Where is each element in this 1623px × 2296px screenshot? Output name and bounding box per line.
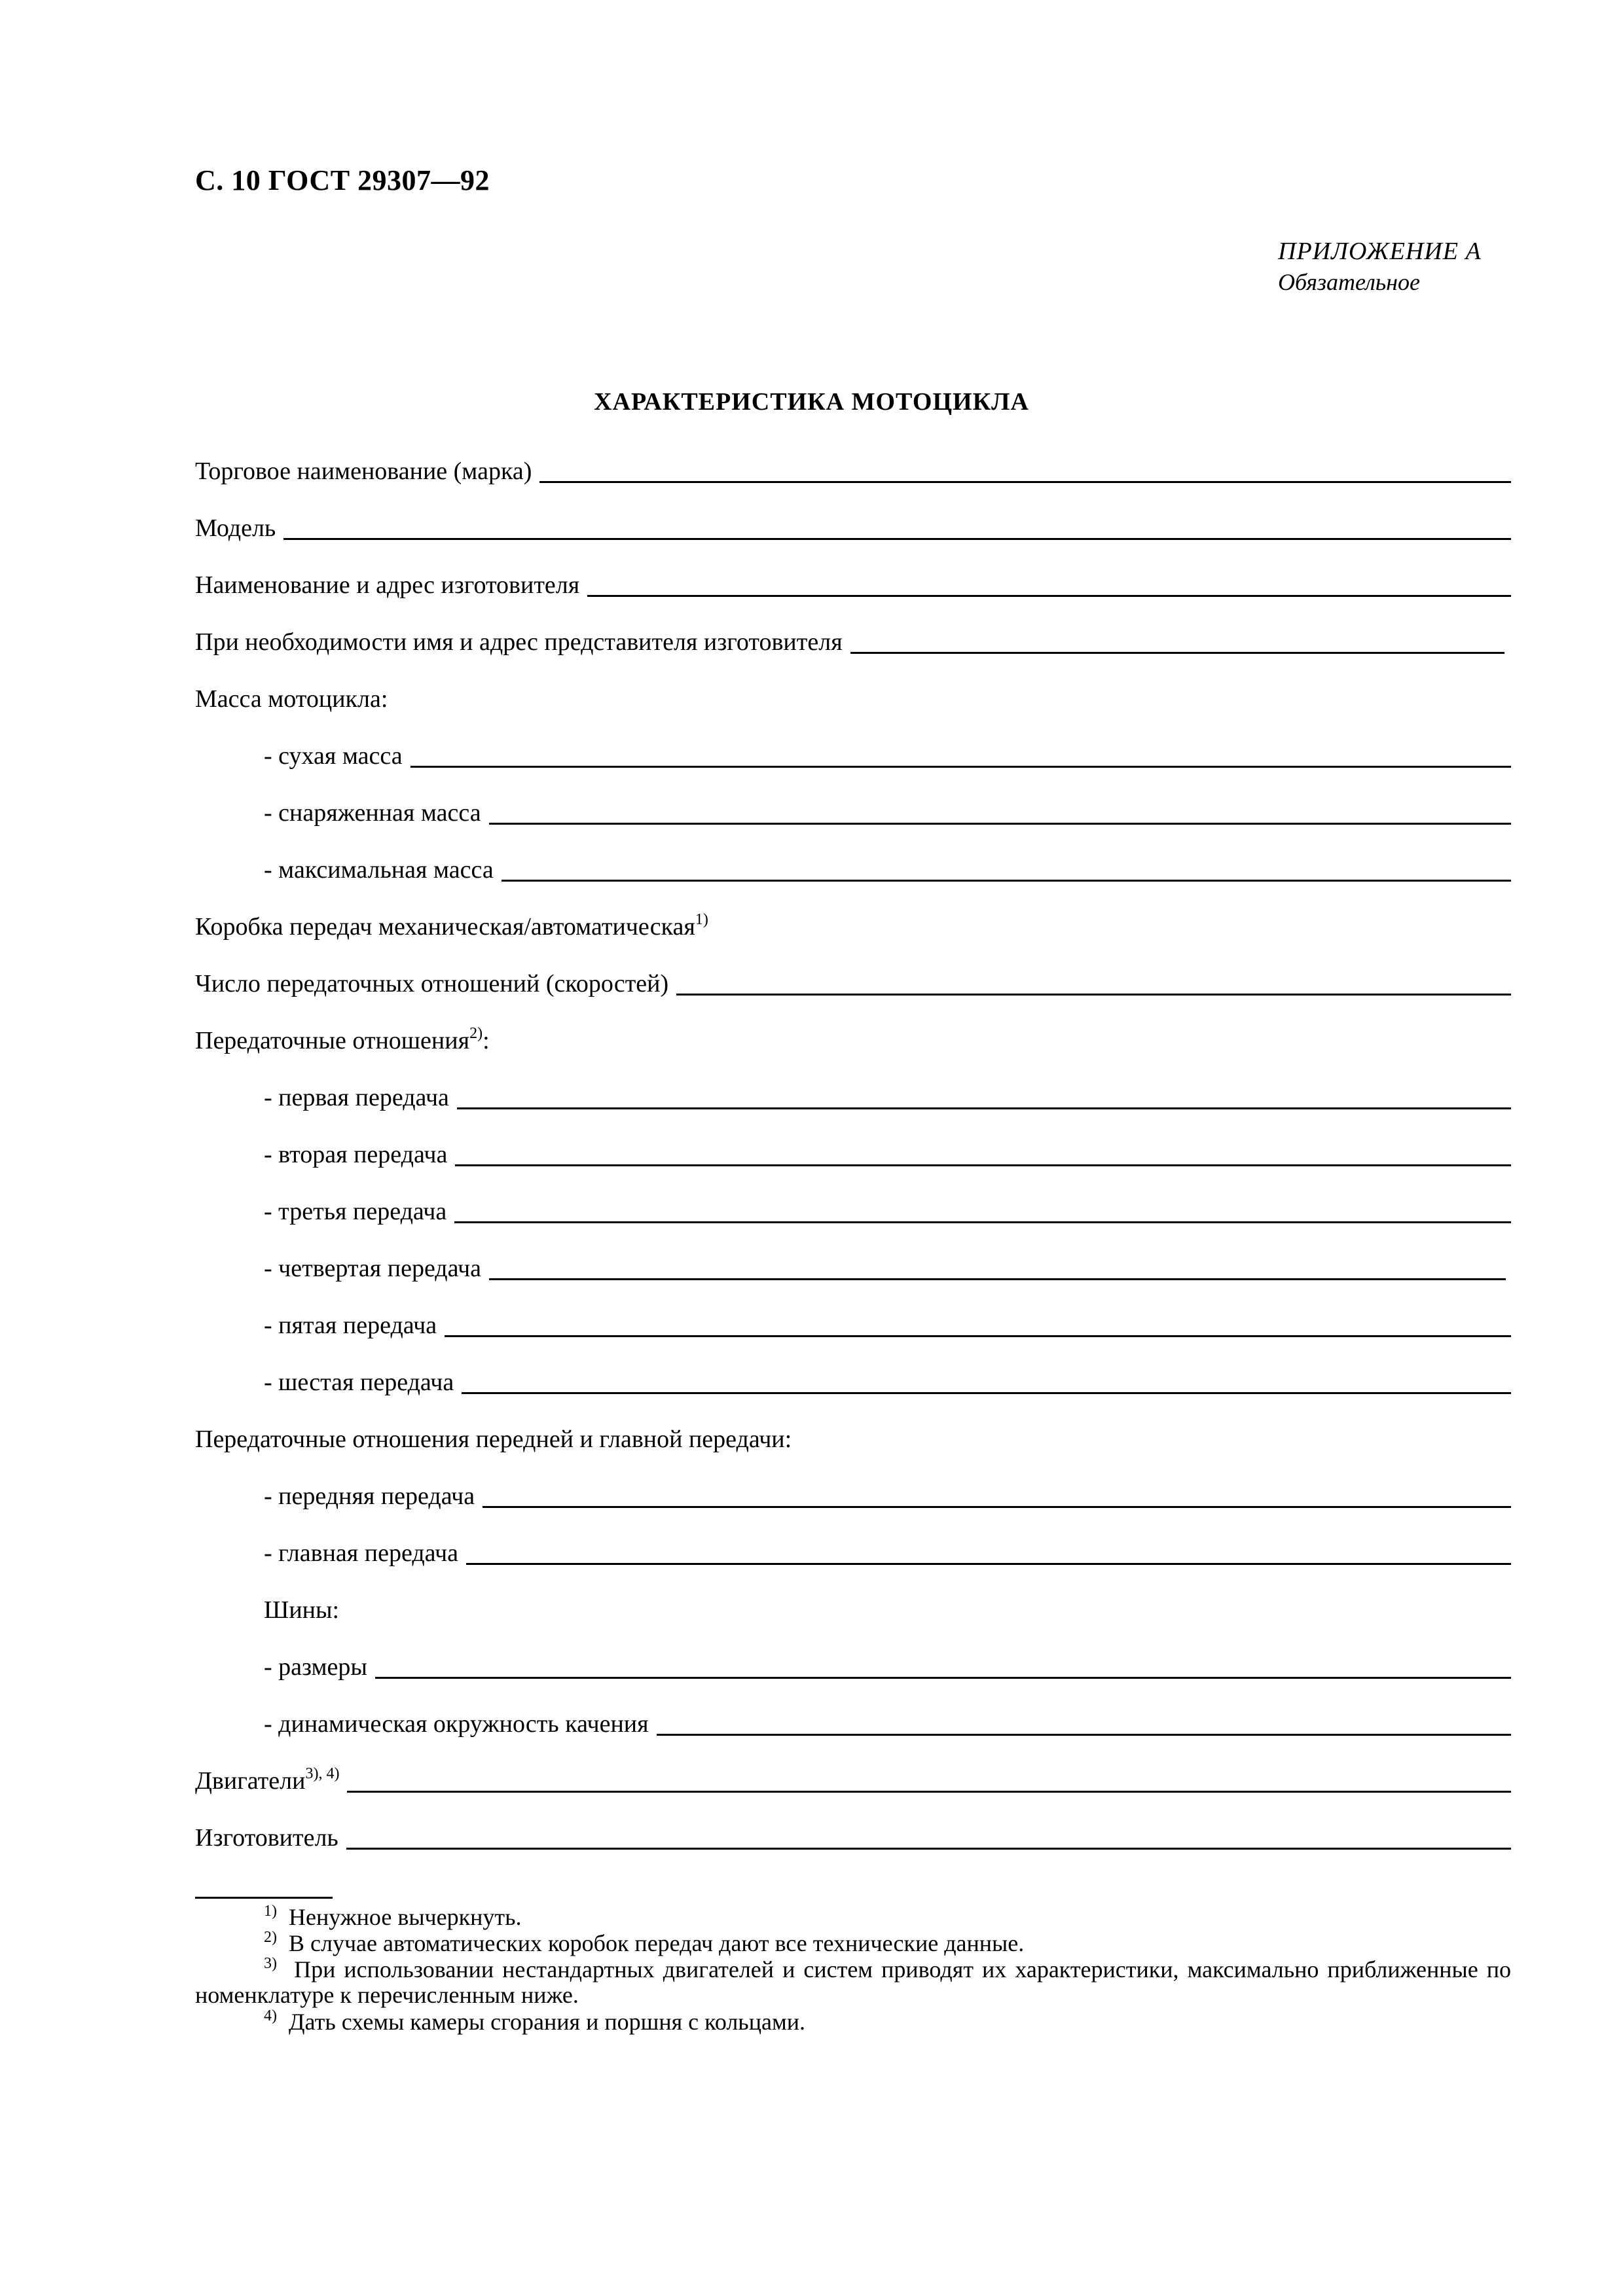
gear-count-blank[interactable] <box>676 965 1511 996</box>
trade-name-blank[interactable] <box>539 452 1511 483</box>
field-label: Число передаточных отношений (скоростей) <box>195 970 669 997</box>
footnote-1 <box>195 1905 1511 1930</box>
gear-1-blank[interactable] <box>457 1079 1511 1109</box>
section-heading: Передаточные отношения передней и главной передачи: <box>195 1426 792 1453</box>
ratios-label: Передаточные отношения <box>195 1027 470 1054</box>
gear-3-blank[interactable] <box>454 1193 1511 1223</box>
field-front-drive <box>264 1475 1511 1512</box>
main-drive-blank[interactable] <box>466 1534 1511 1565</box>
representative-blank[interactable] <box>850 623 1504 654</box>
gearbox-label: Коробка передач механическая/автоматическая <box>195 913 695 941</box>
field-label: - размеры <box>264 1653 367 1681</box>
field-label: - максимальная масса <box>264 856 494 884</box>
footnote-mark: 4) <box>264 2007 277 2024</box>
tire-size-blank[interactable] <box>375 1648 1511 1679</box>
field-main-drive <box>264 1532 1511 1569</box>
footnote-ref: 1) <box>695 911 708 928</box>
field-tire-size <box>264 1646 1511 1683</box>
field-manufacturer <box>195 564 1511 601</box>
ratios-heading <box>195 1020 1511 1056</box>
footnote-text: Ненужное вычеркнуть. <box>289 1904 522 1930</box>
footnote-text: В случае автоматических коробок передач дают все технические данные. <box>289 1930 1025 1956</box>
field-gearbox <box>195 906 1511 942</box>
field-gear-5 <box>264 1304 1511 1341</box>
page-header: С. 10 ГОСТ 29307—92 <box>195 164 490 196</box>
mass-heading <box>195 678 1511 715</box>
field-gear-3 <box>264 1191 1511 1227</box>
manufacturer-blank[interactable] <box>587 566 1511 597</box>
field-curb-mass <box>264 792 1511 829</box>
field-label: - вторая передача <box>264 1141 448 1168</box>
field-label: - первая передача <box>264 1084 449 1111</box>
final-drive-heading <box>195 1418 1511 1455</box>
field-representative <box>195 621 1504 658</box>
footnote-separator <box>195 1897 333 1899</box>
footnote-mark: 3) <box>264 1955 277 1972</box>
field-label: - шестая передача <box>264 1369 454 1396</box>
footnote-4 <box>195 2009 1511 2035</box>
gear-6-blank[interactable] <box>462 1363 1511 1394</box>
field-label: - сухая масса <box>264 742 403 770</box>
field-label: При необходимости имя и адрес представителя изготовителя <box>195 628 843 656</box>
appendix-label <box>1278 236 1482 297</box>
footnote-ref: 3), 4) <box>305 1765 340 1782</box>
max-mass-blank[interactable] <box>501 851 1511 882</box>
engines-blank[interactable] <box>347 1762 1511 1793</box>
field-model <box>195 507 1511 544</box>
gear-5-blank[interactable] <box>445 1306 1511 1337</box>
gear-2-blank[interactable] <box>455 1136 1511 1166</box>
field-label <box>195 911 716 942</box>
appendix-status: Обязательное <box>1278 269 1420 295</box>
field-label: - главная передача <box>264 1539 458 1567</box>
field-max-mass <box>264 849 1511 886</box>
model-blank[interactable] <box>283 509 1511 540</box>
field-label: Наименование и адрес изготовителя <box>195 571 580 599</box>
field-label <box>195 1765 347 1797</box>
document-title: ХАРАКТЕРИСТИКА МОТОЦИКЛА <box>594 388 1029 416</box>
footnote-text: При использовании нестандартных двигателей и систем приводят их характеристики, максимально приближенные по номенклатуре к перечисленным ниже. <box>195 1956 1511 2008</box>
field-gear-2 <box>264 1134 1511 1170</box>
curb-mass-blank[interactable] <box>489 794 1511 825</box>
rolling-circumference-blank[interactable] <box>657 1705 1511 1736</box>
field-engines <box>195 1760 1511 1797</box>
field-gear-count <box>195 963 1511 999</box>
ratios-colon: : <box>483 1027 490 1054</box>
field-dry-mass <box>264 735 1511 772</box>
field-label: - третья передача <box>264 1198 447 1225</box>
field-label: - пятая передача <box>264 1312 437 1339</box>
footnote-ref: 2) <box>469 1025 483 1042</box>
maker-blank[interactable] <box>346 1819 1511 1850</box>
tires-heading <box>264 1589 1511 1626</box>
field-label: - снаряженная масса <box>264 799 481 827</box>
field-label: Модель <box>195 514 276 542</box>
dry-mass-blank[interactable] <box>410 737 1511 768</box>
field-trade-name <box>195 450 1511 487</box>
field-gear-6 <box>264 1361 1511 1398</box>
section-heading: Шины: <box>264 1596 340 1624</box>
field-label: - передняя передача <box>264 1482 475 1510</box>
appendix-title: ПРИЛОЖЕНИЕ А <box>1278 238 1482 265</box>
footnote-text: Дать схемы камеры сгорания и поршня с кольцами. <box>289 2009 806 2035</box>
field-maker <box>195 1817 1511 1854</box>
section-heading: Масса мотоцикла: <box>195 685 388 713</box>
footnote-mark: 2) <box>264 1929 277 1946</box>
gear-4-blank[interactable] <box>489 1249 1506 1280</box>
field-rolling-circumference <box>264 1703 1511 1740</box>
field-label: - четвертая передача <box>264 1255 481 1282</box>
footnote-2 <box>195 1931 1511 1956</box>
engines-label: Двигатели <box>195 1767 306 1795</box>
footnote-3 <box>195 1957 1511 2008</box>
field-gear-4 <box>264 1247 1506 1284</box>
footnote-mark: 1) <box>264 1903 277 1920</box>
field-label: Торговое наименование (марка) <box>195 457 532 485</box>
front-drive-blank[interactable] <box>483 1477 1511 1508</box>
field-label: Изготовитель <box>195 1824 338 1852</box>
field-label: - динамическая окружность качения <box>264 1710 649 1738</box>
section-heading <box>195 1025 498 1056</box>
field-gear-1 <box>264 1077 1511 1113</box>
